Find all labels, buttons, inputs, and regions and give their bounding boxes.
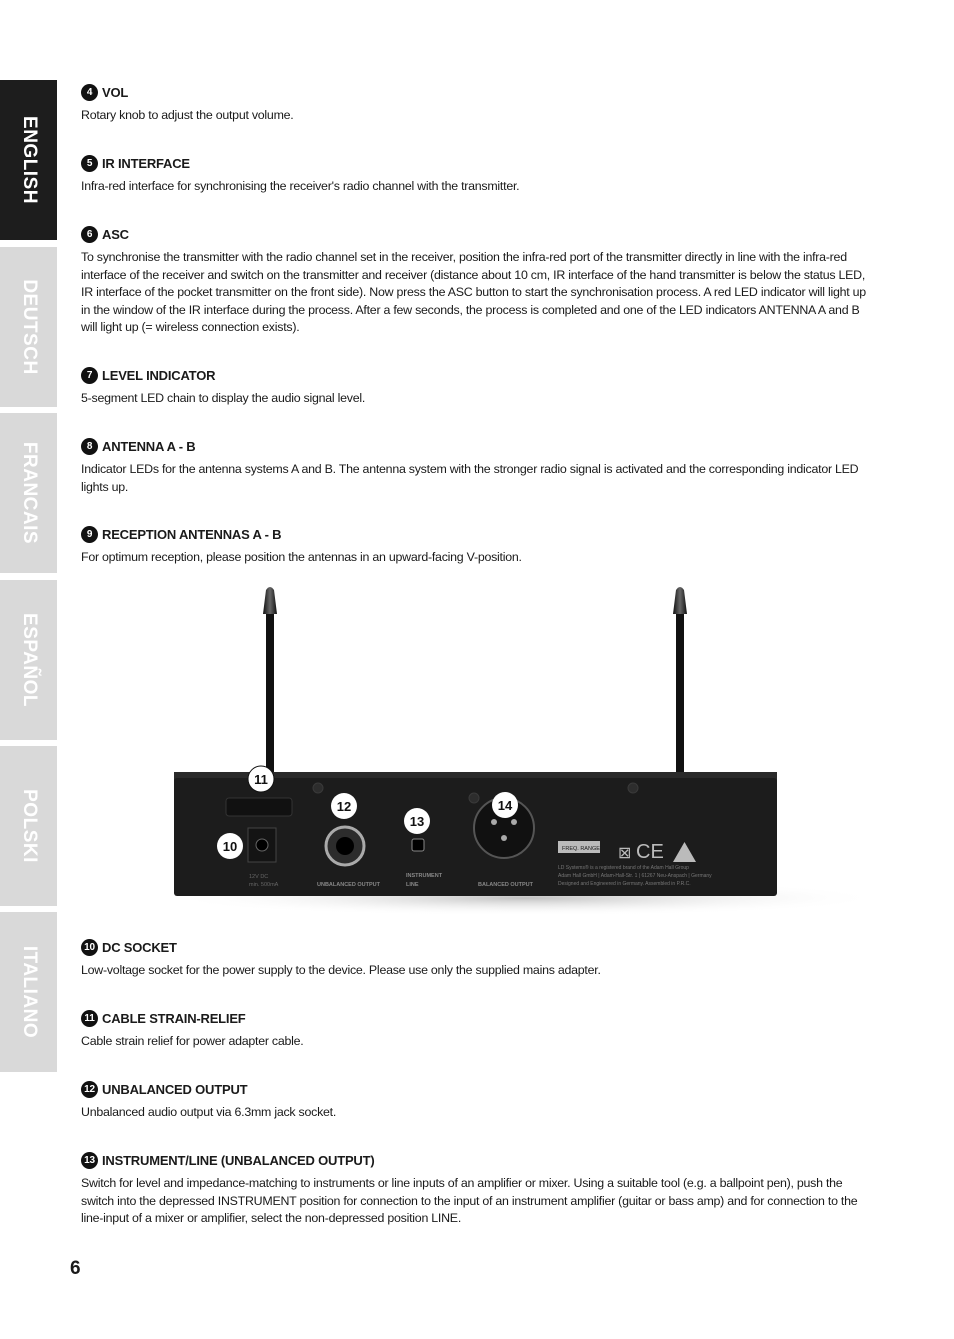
dc-socket-hole — [256, 839, 268, 851]
section-dc-socket — [81, 939, 871, 980]
section-heading — [81, 1152, 871, 1169]
section-cable-strain-relief — [81, 1010, 871, 1051]
receiver-back-panel-figure — [150, 580, 870, 920]
section-text: Indicator LEDs for the antenna systems A and B. The antenna system with the stronger radio signal is activated and the corresponding indicator LED lights up. — [81, 462, 859, 494]
number-badge: 5 — [81, 155, 98, 172]
tab-francais[interactable] — [0, 413, 57, 573]
section-title: ANTENNA A - B — [102, 439, 196, 454]
balanced-output-label: BALANCED OUTPUT — [478, 882, 533, 888]
cable-strain-relief — [226, 798, 292, 816]
section-title: LEVEL INDICATOR — [102, 368, 216, 383]
legal-line-3: Designed and Engineered in Germany. Assembled in P.R.C. — [558, 881, 691, 887]
section-text: Infra-red interface for synchronising the receiver's radio channel with the transmitter. — [81, 179, 520, 193]
antenna-right — [676, 610, 684, 780]
screw — [313, 783, 323, 793]
tab-polski[interactable] — [0, 746, 57, 906]
section-title: DC SOCKET — [102, 940, 177, 955]
section-heading — [81, 1010, 871, 1027]
section-antenna — [81, 438, 871, 496]
section-title: RECEPTION ANTENNAS A - B — [102, 527, 282, 542]
callout-10 — [217, 833, 243, 859]
legal-line-1: LD Systems® is a registered brand of the Adam Hall Group — [558, 865, 689, 871]
xlr-pin — [511, 819, 517, 825]
section-heading — [81, 1081, 871, 1098]
section-unbalanced-output — [81, 1081, 871, 1122]
svg-text:10: 10 — [222, 839, 238, 854]
section-text: 5-segment LED chain to display the audio signal level. — [81, 391, 366, 405]
callout-14 — [492, 792, 518, 818]
section-heading — [81, 155, 871, 172]
unbalanced-output-label: UNBALANCED OUTPUT — [317, 882, 380, 888]
section-asc — [81, 226, 871, 337]
section-text: To synchronise the transmitter with the radio channel set in the receiver, position the infra-red port of the transmitter directly in line with the infra-red interface of the receiver and switch on the transmitter and receiver (distance about 10 cm, IR interface of the hand transmitter is below the status LED, IR interface of the pocket transmitter on the front side). Now press the ASC button to start the synchronisation process. A red LED indicator will light up in the window of the IR interface during the process. After a few seconds, the process is completed and one of the LED indicators ANTENNA A and B will light up (= wireless connection exists). — [81, 250, 866, 334]
callout-11 — [248, 766, 274, 792]
number-badge: 13 — [81, 1152, 98, 1169]
weee-icon: ⊠ — [618, 843, 632, 862]
receiver-illustration — [150, 580, 870, 920]
number-badge: 7 — [81, 367, 98, 384]
section-text: Unbalanced audio output via 6.3mm jack socket. — [81, 1105, 337, 1119]
section-reception-antennas — [81, 526, 871, 567]
antenna-right-tip — [673, 587, 687, 614]
page-number: 6 — [70, 1258, 81, 1279]
number-badge: 6 — [81, 226, 98, 243]
section-heading — [81, 226, 871, 243]
section-instrument-line — [81, 1152, 871, 1228]
antenna-left — [266, 610, 274, 780]
tab-italiano[interactable] — [0, 912, 57, 1072]
number-badge: 9 — [81, 526, 98, 543]
section-ir-interface — [81, 155, 871, 196]
section-text: Switch for level and impedance-matching to instruments or line inputs of an amplifier or mixer. Using a suitable tool (e.g. a ballpoint pen), push the switch into the depressed INSTRUMENT position for connection to the input of an instrument amplifier (guitar or bass amp) and for connection to the line-input of a mixer or amplifier, select the non-depressed position LINE. — [81, 1176, 858, 1225]
section-title: ASC — [102, 227, 129, 242]
xlr-pin — [491, 819, 497, 825]
section-text: For optimum reception, please position the antennas in an upward-facing V-position. — [81, 550, 522, 564]
antenna-left-tip — [263, 587, 277, 614]
section-heading — [81, 438, 871, 455]
section-heading — [81, 84, 871, 101]
screw — [469, 793, 479, 803]
tab-italiano-label: ITALIANO — [18, 945, 40, 1039]
jack-socket-inner — [336, 837, 354, 855]
section-title: UNBALANCED OUTPUT — [102, 1082, 248, 1097]
svg-text:11: 11 — [254, 772, 268, 787]
section-heading — [81, 367, 871, 384]
number-badge: 4 — [81, 84, 98, 101]
section-text: Cable strain relief for power adapter cable. — [81, 1034, 304, 1048]
freq-range-label: FREQ. RANGE — [562, 846, 600, 852]
svg-text:14: 14 — [497, 798, 513, 813]
section-text: Rotary knob to adjust the output volume. — [81, 108, 294, 122]
number-badge: 12 — [81, 1081, 98, 1098]
legal-line-2: Adam Hall GmbH | Adam-Hall-Str. 1 | 61267 Neu-Anspach | Germany — [558, 873, 712, 879]
section-title: IR INTERFACE — [102, 156, 190, 171]
tab-espanol[interactable] — [0, 580, 57, 740]
section-heading — [81, 939, 871, 956]
section-heading — [81, 526, 871, 543]
instrument-label: INSTRUMENT — [406, 873, 443, 879]
section-vol — [81, 84, 871, 125]
tab-polski-label: POLSKI — [18, 789, 40, 863]
callout-12 — [331, 793, 357, 819]
number-badge: 11 — [81, 1010, 98, 1027]
svg-text:13: 13 — [409, 814, 425, 829]
tab-deutsch-label: DEUTSCH — [18, 279, 40, 375]
line-label: LINE — [406, 882, 419, 888]
instrument-line-switch — [412, 839, 424, 851]
tab-english-label: ENGLISH — [18, 116, 40, 204]
svg-text:12: 12 — [336, 799, 352, 814]
number-badge: 8 — [81, 438, 98, 455]
number-badge: 10 — [81, 939, 98, 956]
dc-current-label: min. 500mA — [249, 882, 279, 888]
ce-mark: CE — [636, 841, 664, 863]
xlr-pin — [501, 835, 507, 841]
dc-label: 12V DC — [249, 874, 269, 880]
section-title: INSTRUMENT/LINE (UNBALANCED OUTPUT) — [102, 1153, 375, 1168]
section-level-indicator — [81, 367, 871, 408]
tab-english[interactable] — [0, 80, 57, 240]
tab-francais-label: FRANCAIS — [18, 441, 40, 545]
screw — [628, 783, 638, 793]
section-text: Low-voltage socket for the power supply to the device. Please use only the supplied mains adapter. — [81, 963, 601, 977]
section-title: CABLE STRAIN-RELIEF — [102, 1011, 246, 1026]
callout-13 — [404, 808, 430, 834]
tab-espanol-label: ESPAÑOL — [18, 613, 40, 707]
section-title: VOL — [102, 85, 129, 100]
tab-deutsch[interactable] — [0, 247, 57, 407]
